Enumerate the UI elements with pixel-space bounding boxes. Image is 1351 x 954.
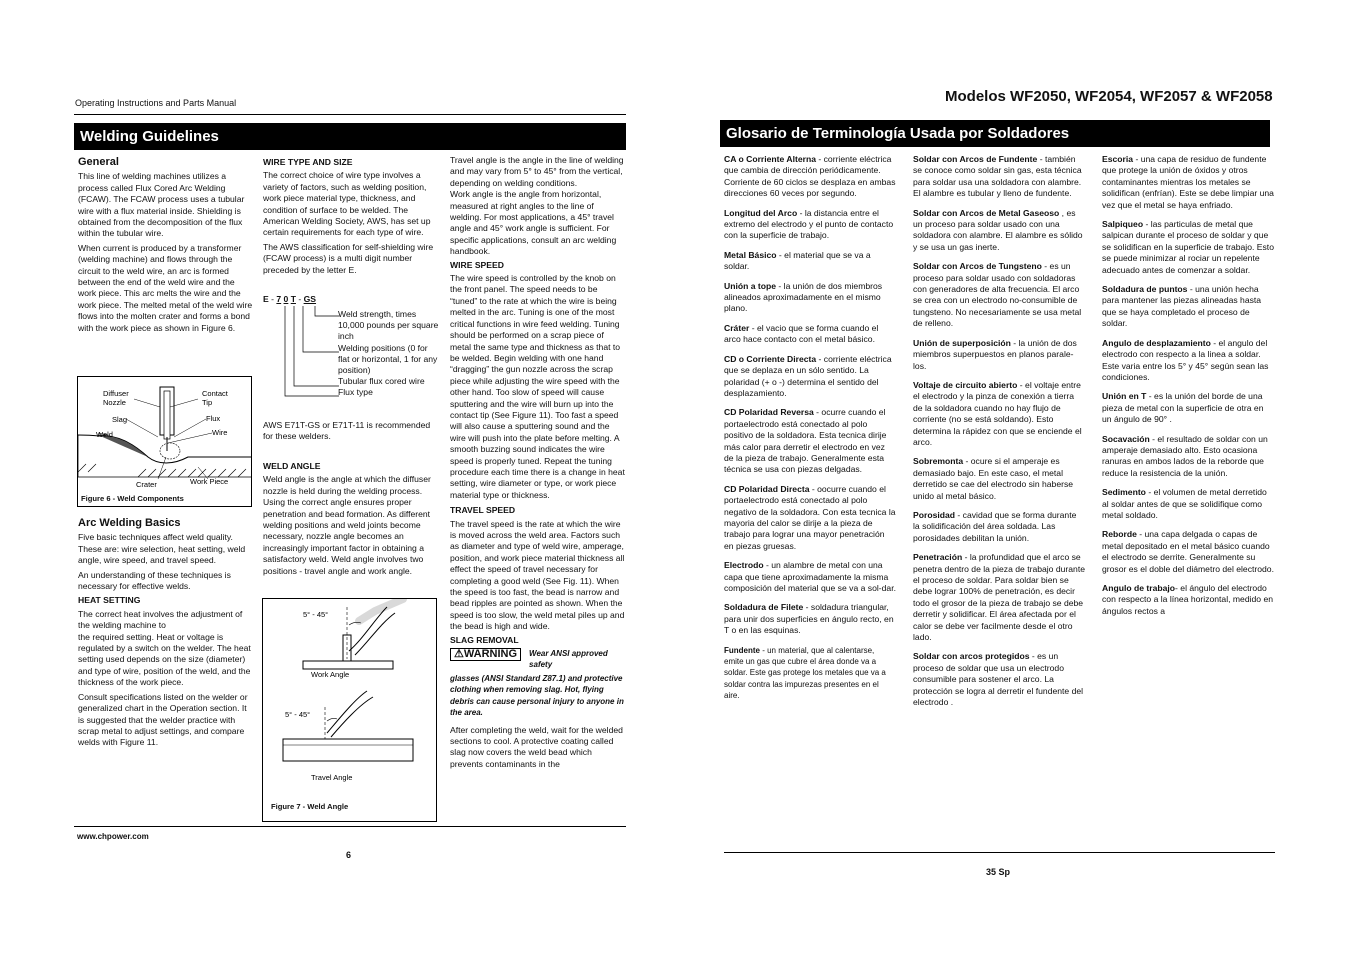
- glossary-term: Metal Básico: [724, 249, 777, 260]
- glossary-term: Salpiqueo: [1102, 219, 1144, 230]
- glossary-term: Unión de superposición: [913, 337, 1011, 348]
- left-section-title-text: Welding Guidelines: [80, 128, 219, 145]
- glossary-term: CD Polaridad Directa: [724, 483, 810, 494]
- warning-badge-text: WARNING: [463, 648, 518, 661]
- code-e: E: [263, 294, 269, 304]
- glossary-entry: [1102, 154, 1274, 211]
- glossary-definition: - un alambre de metal con una capa que tiene aproximadamente la misma composición del material que se va a sol-dar.: [724, 560, 896, 593]
- glossary-definition: - soldadura triangular, para unir dos superficies en ángulo recto, en T o en las esquinas.: [724, 602, 894, 636]
- aws-legend-3: Tubular flux cored wire: [338, 376, 425, 387]
- travel-angle-label: Travel Angle: [311, 773, 353, 782]
- glossary-definition: - corriente eléctrica que se deplaza en un sólo sentido. La polaridad (+ o -) determina el sentido del desplazamiento.: [724, 353, 892, 398]
- warning-text-b: glasses (ANSI Standard Z87.1) and protective clothing when removing slag. Hot, flying debris can cause personal injury to anyone in the area.: [450, 673, 624, 718]
- left-footer-rule: [74, 826, 626, 827]
- glossary-entry: [1102, 391, 1274, 425]
- glossary-entry: [724, 602, 896, 636]
- glossary-definition: - una capa delgada o capas de metal depositado en el metal básico cuando el electrodo se derrite. Generalmente su grosor es el doble del diámetro del electrodo.: [1102, 529, 1274, 574]
- glossary-definition: - el ángulo del electrodo con respecto a la línea horizontal, medido en ángulos rectos a: [1102, 583, 1274, 616]
- aws-legend-4: Flux type: [338, 387, 373, 398]
- code-0: 0: [283, 294, 289, 304]
- glossary-definition: - también se conoce como soldar sin gas, esta técnica para soldar usa una soldadora con alambre. El alambre es tubular y lleno de fundente.: [913, 154, 1082, 199]
- glossary-definition: - oocurre cuando el portaelectrodo está conectado al polo negativo de la soldadora. Con esta tecnica la mayoria del calor se dirije a la pieza de trabajo para lograr una mayor penetración en piezas gruesas.: [724, 483, 896, 551]
- glossary-entry: [913, 456, 1085, 502]
- figure-7: [262, 598, 437, 822]
- glossary-definition: - el volumen de metal derretido al soldar antes de que se solidifique como metal soldado.: [1102, 487, 1267, 520]
- glossary-entry: [724, 281, 896, 315]
- general-paragraph-1: This line of welding machines utilizes a process called Flux Cored Arc Welding (FCAW). The FCAW process uses a tubular wire with a flux material inside. Shielding is obtained from the decomposition of the flux within the tubular wire.: [78, 171, 245, 239]
- label-flux: Flux: [206, 414, 221, 423]
- glossary-definition: , es un proceso para soldar usado con una soldadora con alambre. El alambre es sólido y se usa un gas inerte.: [913, 207, 1083, 252]
- work-angle-paragraph: Work angle is the angle from horizontal, measured at right angles to the line of welding. For most applications, a 45° travel angle and 45° work angle is sufficient. For specific applications, consult an arc welding handbook.: [450, 189, 617, 257]
- travel-speed-paragraph: The travel speed is the rate at which the wire is moved across the weld area. Factors such as diameter and type of weld wire, amperage, position, and work piece material thickness all effect the speed of travel necessary for completing a good weld (See Fig. 11). When the speed is too fast, the bead is narrow and bead ripples are pointed as shown. When the speed is too slow, the weld metal piles up and the bead is high and wide.: [450, 518, 625, 632]
- glossary-entry: [1102, 284, 1274, 330]
- glossary-definition: - el vacio que se forma cuando el arco hace contacto con el metal básico.: [724, 322, 879, 345]
- travel-angle-paragraph: Travel angle is the angle in the line of welding and may vary from 5° to 45° from the vertical, depending on welding conditions.: [450, 155, 624, 188]
- glossary-definition: - es un proceso para soldar usado con soldadoras con generadores de alta frecuencia. El arco se crea con un electrodo no-consumible de tungsteno. No necesariamente se usa metal de relleno.: [913, 261, 1082, 329]
- glossary-entry: [724, 323, 896, 346]
- glossary-term: Voltaje de circuito abierto: [913, 379, 1018, 390]
- glossary-term: Reborde: [1102, 529, 1137, 540]
- glossary-term: Longitud del Arco: [724, 207, 798, 218]
- general-heading: General: [78, 156, 119, 168]
- glossary-entry: [913, 338, 1085, 372]
- glossary-term: Soldar con Arcos de Tungsteno: [913, 261, 1042, 272]
- glossary-term: CD o Corriente Directa: [724, 353, 817, 364]
- glossary-term: Soldadura de puntos: [1102, 284, 1188, 295]
- glossary-definition: - la unión de dos miembros superpuestos en planos parale-los.: [913, 337, 1077, 371]
- glossary-entry: [724, 484, 896, 552]
- glossary-definition: - es la unión del borde de una pieza de metal con la superficie de otra en un ángulo de 90° .: [1102, 391, 1264, 425]
- heat-setting-paragraph-1b: the required setting. Heat or voltage is regulated by a switch on the welder. The heat setting used depends on the size (diameter) and type of wire, position of the weld, and the thickness of the work piece.: [78, 631, 251, 688]
- glossary-entry: [724, 560, 896, 594]
- glossary-definition: - corriente eléctrica que cambia de dirección periódicamente. Corriente de 60 ciclos se desplaza en ambas direcciones 60 veces por segundo.: [724, 154, 896, 199]
- code-sep-1: -: [268, 294, 277, 304]
- weld-angle-section: [263, 459, 440, 580]
- glossary-definition: - ocure si el amperaje es demasiado bajo. En este caso, el metal derretido se cae del electrodo sin haberse unido al metal básico.: [913, 456, 1074, 501]
- arc-basics-heading: Arc Welding Basics: [78, 517, 181, 529]
- figure-7-caption: Figure 7 - Weld Angle: [271, 802, 349, 811]
- glossary-entry: [913, 380, 1085, 448]
- glossary-definition: - el material que se va a soldar.: [724, 249, 871, 272]
- glossary-term: Penetración: [913, 552, 963, 563]
- glossary-definition: - un material, que al calentarse, emite un gas que cubre el área donde va a soldar. Este gas protege los metales que va a soldar contra las impurezas presentes en el aire.: [724, 645, 886, 701]
- glossary-column-3: [1102, 154, 1274, 625]
- code-gs: GS: [303, 294, 317, 304]
- figure-6: [77, 376, 252, 507]
- code-t: T: [290, 294, 296, 304]
- glossary-entry: [724, 407, 896, 475]
- warning-block: [450, 648, 625, 718]
- weld-angle-diagram: [263, 599, 436, 821]
- footer-url: www.chpower.com: [77, 832, 149, 841]
- glossary-definition: - el angulo del electrodo con respecto a la linea a soldar. Este varia entre los 5° y 45° según sean las condiciones.: [1102, 337, 1269, 382]
- right-page-number: 35 Sp: [986, 867, 1011, 877]
- label-contact: Contact: [202, 389, 228, 398]
- glossary-term: Escoria: [1102, 154, 1134, 164]
- wire-type-paragraph-1: The correct choice of wire type involves a variety of factors, such as welding position, work piece material type, thickness, and condition of surface to be welded. The American Welding Society, AWS, has set up certain requirements for each type of wire.: [263, 170, 431, 238]
- glossary-entry: [1102, 434, 1274, 480]
- slag-removal-heading: SLAG REMOVAL: [450, 634, 519, 645]
- glossary-definition: - la distancia entre el extremo del electrodo y el punto de contacto con la superficie de trabajo.: [724, 207, 894, 241]
- glossary-entry: [1102, 219, 1274, 276]
- arc-basics-section: [78, 516, 253, 752]
- glossary-entry: [724, 208, 896, 242]
- left-header-rule: [74, 114, 626, 115]
- label-slag: Slag: [112, 415, 128, 424]
- right-section-title-text: Glosario de Terminología Usada por Soldadores: [726, 125, 1070, 142]
- code-sep-2: -: [295, 294, 304, 304]
- wire-type-heading: WIRE TYPE AND SIZE: [263, 157, 353, 167]
- glossary-entry: [1102, 487, 1274, 521]
- left-column-3: [450, 155, 625, 773]
- heat-setting-paragraph-1a: The correct heat involves the adjustment of the welding machine to: [78, 608, 243, 631]
- wire-type-paragraph-2: The AWS classification for self-shielding wire (FCAW process) is a multi digit number preceded by the letter E.: [263, 241, 434, 275]
- wire-speed-paragraph: The wire speed is controlled by the knob on the front panel. The speed needs to be “tuned” to the rate at which the wire is being melted in the arc. Tuning is one of the most critical functions in wire feed welding. Tuning should be performed on a scrap piece of metal the same type and thickness as that to be welded. Begin welding with one hand “dragging” the gun nozzle across the scrap piece while adjusting the wire speed with the other hand. Too slow of speed will cause sputtering and the wire will burn up into the contact tip (See Figure 11). Too fast a speed will also cause a sputtering sound and the wire will push into the plate before melting. A smooth buzzing sound indicates the wire speed is properly tuned. Repeat the tuning procedure each time there is a change in heat setting, wire diameter or type, or work piece material type or thickness.: [450, 273, 625, 500]
- aws-legend-2: Welding positions (0 for flat or horizontal, 1 for any position): [338, 342, 438, 376]
- heat-setting-paragraph-2: Consult specifications listed on the welder or generalized chart in the Operation section. It is suggested that the welder practice with scrap metal to adjust settings, and compare welds with Figure 11.: [78, 691, 248, 748]
- label-weld: Weld: [96, 430, 113, 439]
- left-running-header: Operating Instructions and Parts Manual: [75, 98, 237, 108]
- label-nozzle: Nozzle: [103, 398, 126, 407]
- glossary-column-2: [913, 154, 1085, 716]
- right-section-title: [720, 120, 1270, 147]
- weld-angle-heading: WELD ANGLE: [263, 461, 321, 471]
- glossary-definition: - las particulas de metal que salpican durante el proceso de soldar y que se solidifican en la superficie de trabajo. Esto se puede minimizar al rociar un repelente adecuado antes de comenzar a soldar.: [1102, 219, 1274, 275]
- glossary-definition: - una capa de residuo de fundente que protege la unión de óxidos y otros contaminantes mientras los metales se solidifican (enfrían). Este se debe limpiar una vez que el metal se haya enfriado.: [1102, 154, 1274, 210]
- glossary-term: CA o Corriente Alterna: [724, 154, 816, 164]
- glossary-entry: [724, 154, 896, 200]
- arc-basics-paragraph-2: An understanding of these techniques is necessary for effective welds.: [78, 569, 231, 592]
- aws-code-leaders: [263, 304, 343, 404]
- heat-setting-heading: HEAT SETTING: [78, 595, 141, 606]
- glossary-definition: - es un proceso de soldar que usa un electrodo consumible para sostener el arco. La protección se logra al derretir el fundente del electrodo .: [913, 651, 1084, 708]
- slag-removal-paragraph: After completing the weld, wait for the welded sections to cool. A protective coating called slag now covers the weld bead which prevents contaminants in the: [450, 724, 623, 769]
- glossary-definition: - el resultado de soldar con un amperaje demasiado alto. Esto ocasiona ranuras en ambos lados de la reborde que reduce la resistencia de la unión.: [1102, 433, 1268, 478]
- glossary-definition: - la profundidad que el arco se penetra dentro de la pieza de trabajo durante el proceso de soldar. Para soldar bien se debe lograr 100% de penetración, es decir todo el grosor de la pieza de trabajo se debe derretir y solidificar. El área afectada por el calor se debe ver facilmente desde el otro lado.: [913, 552, 1086, 643]
- label-work-piece: Work Piece: [190, 477, 229, 486]
- warning-text-a: Wear ANSI approved safety: [529, 649, 608, 670]
- work-angle-label: Work Angle: [311, 670, 350, 679]
- label-wire: Wire: [212, 428, 228, 437]
- glossary-entry: [724, 645, 896, 702]
- left-column-1: [78, 155, 253, 337]
- glossary-term: Fundente: [724, 645, 760, 655]
- glossary-definition: - ocurre cuando el portaelectrodo está conectado al polo positivo de la soldadora. Esta tecnica dirije más calor para derretir el electrodo en vez de la pieza de trabajo. Generalmente esta técnica se usa con piezas delgadas.: [724, 407, 887, 475]
- left-page-number: 6: [346, 850, 352, 860]
- label-tip: Tip: [202, 398, 213, 407]
- glossary-term: Soldadura de Filete: [724, 602, 804, 613]
- wire-speed-heading: WIRE SPEED: [450, 259, 504, 270]
- aws-legend-1: Weld strength, times 10,000 pounds per square inch: [338, 309, 439, 342]
- glossary-term: Socavación: [1102, 433, 1150, 444]
- glossary-term: Sobremonta: [913, 456, 964, 467]
- general-paragraph-2: When current is produced by a transformer (welding machine) and flows through the circuit to the weld wire, an arc is formed between the end of the weld wire and the work piece. This arc melts the wire and the work piece. The melted metal of the weld wire flows into the molten crater and forms a bond with the work piece as shown in Figure 6.: [78, 242, 253, 333]
- glossary-term: Soldar con arcos protegidos: [913, 651, 1030, 662]
- glossary-entry: [913, 552, 1085, 643]
- glossary-term: Angulo de desplazamiento: [1102, 337, 1211, 348]
- glossary-entry: [913, 154, 1085, 200]
- glossary-entry: [913, 208, 1085, 254]
- weld-angle-paragraph: Weld angle is the angle at which the diffuser nozzle is held during the welding process. Using the correct angle ensures proper penetration and bead formation. As different welding positions and weld joints become necessary, nozzle angle becomes an increasingly important factor in obtaining a satisfactory weld. Weld angle involves two positions - travel angle and work angle.: [263, 474, 431, 576]
- glossary-definition: - cavidad que se forma durante la solidificación del área soldada. Las porosidades debilitan la unión.: [913, 509, 1077, 543]
- glossary-entry: [1102, 529, 1274, 575]
- travel-angle-degrees: 5° - 45°: [285, 710, 311, 719]
- label-diffuser: Diffuser: [103, 389, 129, 398]
- glossary-entry: [724, 354, 896, 400]
- glossary-term: Electrodo: [724, 560, 764, 571]
- glossary-entry: [1102, 583, 1274, 617]
- glossary-term: Soldar con Arcos de Fundente: [913, 154, 1038, 164]
- glossary-term: Soldar con Arcos de Metal Gaseoso: [913, 207, 1060, 218]
- code-7: 7: [276, 294, 282, 304]
- aws-recommendation: [263, 420, 440, 446]
- right-running-header: Modelos WF2050, WF2054, WF2057 & WF2058: [945, 88, 1273, 105]
- weld-components-diagram: [78, 377, 251, 506]
- glossary-entry: [1102, 338, 1274, 384]
- glossary-definition: - la unión de dos miembros alineados aproximadamente en el mismo plano.: [724, 280, 883, 314]
- arc-basics-paragraph-1: Five basic techniques affect weld quality. These are: wire selection, heat setting, weld angle, wire speed, and travel speed.: [78, 532, 246, 566]
- figure-6-caption: Figure 6 - Weld Components: [81, 494, 184, 503]
- glossary-term: Cráter: [724, 322, 750, 333]
- warning-triangle-icon: ⚠: [454, 648, 464, 661]
- warning-badge: [450, 648, 521, 661]
- glossary-entry: [913, 510, 1085, 544]
- left-section-title: [74, 123, 626, 150]
- glossary-entry: [724, 250, 896, 273]
- left-column-2: [263, 155, 440, 279]
- label-crater: Crater: [136, 480, 157, 489]
- glossary-column-1: [724, 154, 896, 710]
- wire-type-paragraph-3: AWS E71T-GS or E71T-11 is recommended for these welders.: [263, 420, 431, 442]
- glossary-entry: [913, 651, 1085, 708]
- glossary-term: Angulo de trabajo: [1102, 583, 1176, 593]
- aws-code-diagram: [263, 294, 440, 406]
- glossary-term: CD Polaridad Reversa: [724, 407, 814, 418]
- glossary-term: Porosidad: [913, 509, 956, 520]
- glossary-definition: - el voltaje entre el electrodo y la pinza de conexión a tierra de la soldadora cuando no hay flujo de corriente (no se está soldando). Esto determina la rápidez con que se enciende el arco.: [913, 379, 1082, 447]
- glossary-term: Unión en T: [1102, 391, 1147, 402]
- glossary-term: Sedimento: [1102, 487, 1146, 498]
- glossary-definition: - una unión hecha para mantener las piezas alineadas hasta que se haya completado el proceso de soldar.: [1102, 284, 1262, 329]
- right-footer-rule: [724, 852, 1275, 853]
- glossary-term: Unión a tope: [724, 280, 777, 291]
- glossary-entry: [913, 261, 1085, 329]
- travel-speed-heading: TRAVEL SPEED: [450, 505, 516, 516]
- work-angle-degrees: 5° - 45°: [303, 610, 329, 619]
